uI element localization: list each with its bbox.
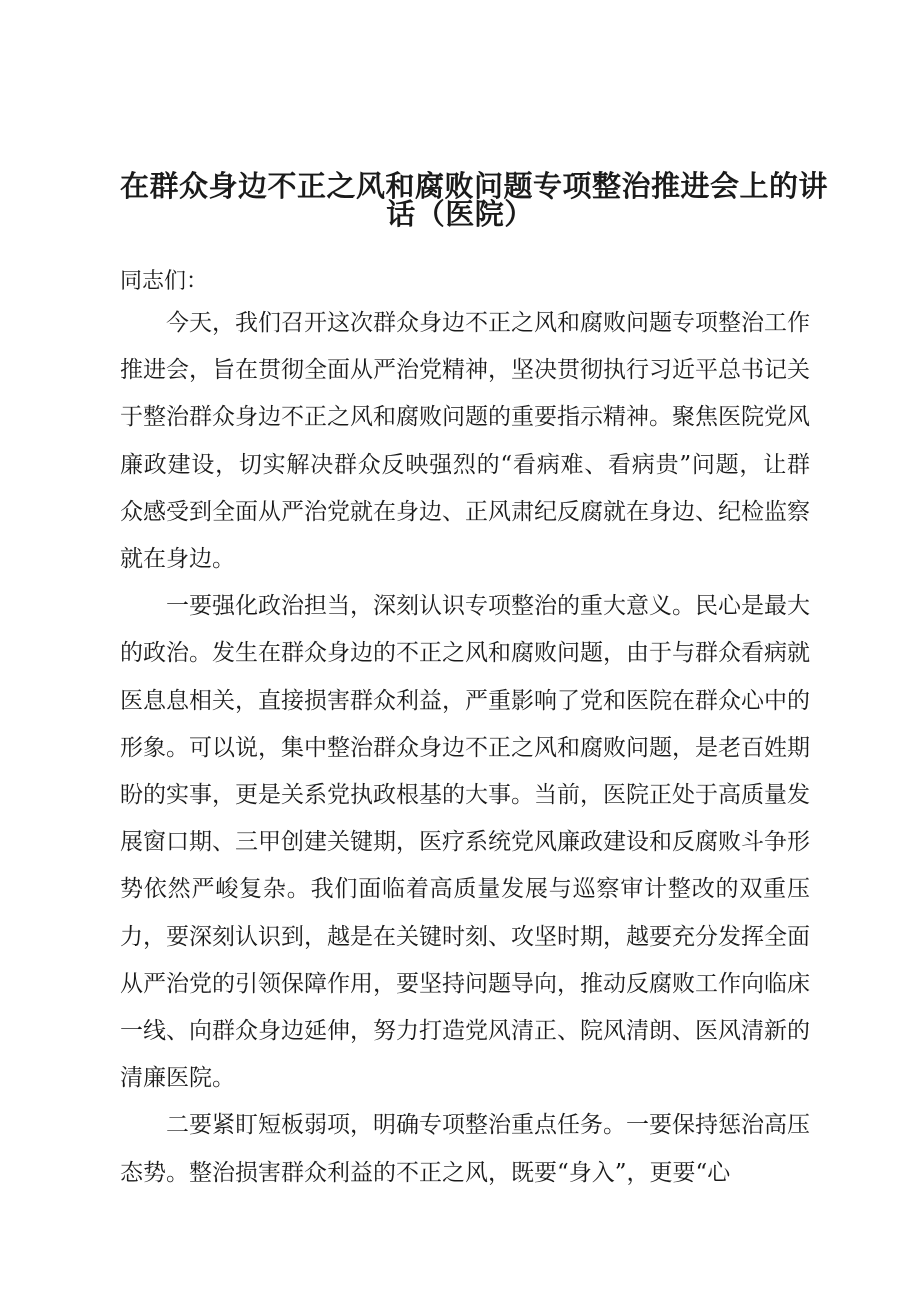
paragraph-point-two: 二要紧盯短板弱项，明确专项整治重点任务。一要保持惩治高压态势。整治损害群众利益的不正之风，既要“身入”，更要“心 [120,1112,810,1186]
document-title-line-1: 在群众身边不正之风和腐败问题专项整治推进会上的讲 [120,169,829,203]
document-title-line-2: 话（医院） [386,197,534,231]
salutation: 同志们： [120,269,209,294]
paragraph-point-one: 一要强化政治担当，深刻认识专项整治的重大意义。民心是最大的政治。发生在群众身边的不正之风和腐败问题，由于与群众看病就医息息相关，直接损害群众利益，严重影响了党和医院在群众心中的形象。可以说，集中整治群众身边不正之风和腐败问题，是老百姓期盼的实事，更是关系党执政根基的大事。当前，医院正处于高质量发展窗口期、三甲创建关键期，医疗系统党风廉政建设和反腐败斗争形势依然严峻复杂。我们面临着高质量发展与巡察审计整改的双重压力，要深刻认识到，越是在关键时刻、攻坚时期，越要充分发挥全面从严治党的引领保障作用，要坚持问题导向，推动反腐败工作向临床一线、向群众身边延伸，努力打造党风清正、院风清朗、医风清新的清廉医院。 [120,593,810,1092]
document-body [120,300,810,1197]
paragraph-intro: 今天，我们召开这次群众身边不正之风和腐败问题专项整治工作推进会，旨在贯彻全面从严治党精神，坚决贯彻执行习近平总书记关于整治群众身边不正之风和腐败问题的重要指示精神。聚焦医院党风廉政建设，切实解决群众反映强烈的“看病难、看病贵”问题，让群众感受到全面从严治党就在身边、正风肃纪反腐就在身边、纪检监察就在身边。 [120,310,810,573]
